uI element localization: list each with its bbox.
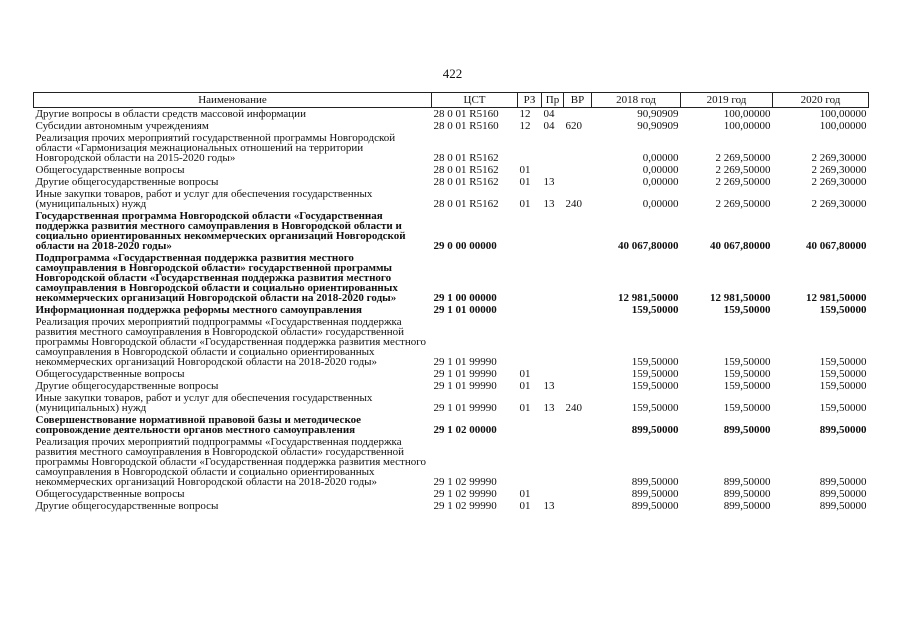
row-pr <box>542 164 564 176</box>
row-vr <box>564 488 592 500</box>
row-rz <box>518 132 542 164</box>
row-2019: 159,50000 <box>723 304 771 316</box>
row-name: Иные закупки товаров, работ и услуг для обеспечения государственных (муниципальных) нужд <box>35 188 373 210</box>
row-2018: 159,50000 <box>631 304 679 316</box>
table-row <box>34 176 869 188</box>
row-2020: 159,50000 <box>819 380 867 392</box>
row-rz: 01 <box>519 198 531 210</box>
row-rz: 01 <box>519 402 531 414</box>
row-2020: 899,50000 <box>819 476 867 488</box>
row-cst: 28 0 01 R5160 <box>433 120 499 132</box>
table-row <box>34 188 869 210</box>
row-cst: 29 1 01 00000 <box>433 304 497 316</box>
row-cst: 29 0 00 00000 <box>433 240 497 252</box>
row-rz: 01 <box>519 380 531 392</box>
budget-table <box>33 92 869 512</box>
row-2019: 899,50000 <box>723 424 771 436</box>
row-2020: 159,50000 <box>819 304 867 316</box>
row-name: Другие общегосударственные вопросы <box>35 500 219 512</box>
row-cst: 28 0 01 R5160 <box>433 108 499 120</box>
table-body <box>34 108 869 513</box>
row-cst: 28 0 01 R5162 <box>433 164 499 176</box>
row-vr <box>564 436 592 488</box>
table-row <box>34 316 869 368</box>
row-pr <box>542 304 564 316</box>
row-cst: 28 0 01 R5162 <box>433 152 499 164</box>
row-name: Общегосударственные вопросы <box>35 368 185 380</box>
row-2020: 899,50000 <box>819 424 867 436</box>
row-2020: 899,50000 <box>819 500 867 512</box>
row-2020: 2 269,30000 <box>811 164 867 176</box>
row-rz: 12 <box>519 108 531 120</box>
header-pr: Пр <box>542 93 564 108</box>
row-vr <box>564 368 592 380</box>
row-cst: 29 1 02 00000 <box>433 424 497 436</box>
table-row <box>34 368 869 380</box>
table-row <box>34 304 869 316</box>
row-2018: 90,90909 <box>637 120 679 132</box>
row-pr: 13 <box>543 198 555 210</box>
row-cst: 29 1 01 99990 <box>433 402 497 414</box>
row-2018: 159,50000 <box>631 402 679 414</box>
row-2018: 899,50000 <box>631 488 679 500</box>
header-2019: 2019 год <box>681 93 773 108</box>
row-2018: 12 981,50000 <box>618 292 679 304</box>
row-vr: 620 <box>565 120 582 132</box>
row-rz <box>518 414 542 436</box>
row-pr: 13 <box>543 500 555 512</box>
row-2020: 159,50000 <box>819 402 867 414</box>
row-2020: 2 269,30000 <box>811 176 867 188</box>
row-2018: 0,00000 <box>642 198 679 210</box>
row-pr: 13 <box>543 402 555 414</box>
row-pr <box>542 414 564 436</box>
row-rz: 12 <box>519 120 531 132</box>
table-row <box>34 500 869 512</box>
row-2019: 899,50000 <box>723 488 771 500</box>
page-number: 422 <box>442 66 463 81</box>
row-pr: 04 <box>543 108 555 120</box>
row-2019: 40 067,80000 <box>710 240 771 252</box>
row-rz <box>518 210 542 252</box>
row-name: Иные закупки товаров, работ и услуг для обеспечения государственных (муниципальных) нужд <box>35 392 373 414</box>
row-2019: 159,50000 <box>723 402 771 414</box>
row-name: Другие общегосударственные вопросы <box>35 380 219 392</box>
row-name: Государственная программа Новгородской области «Государственная поддержка развития местного самоуправления в Новгородской области и социально ориентированных некоммерческих организаций Новгородской области на 2018-2020 годы» <box>35 210 406 252</box>
row-2019: 159,50000 <box>723 368 771 380</box>
row-cst: 29 1 00 00000 <box>433 292 497 304</box>
row-name: Реализация прочих мероприятий подпрограммы «Государственная поддержка развития местного самоуправления в Новгородской области» государственной программы Новгородской области «Государственная поддержка развития местного самоуправления в Новгородской области и социально ориентированных некоммерческих организаций Новгородской области на 2018-2020 годы» <box>35 316 426 368</box>
row-rz: 01 <box>519 368 531 380</box>
row-cst: 29 1 01 99990 <box>433 356 497 368</box>
row-name: Субсидии автономным учреждениям <box>35 120 209 132</box>
row-2019: 2 269,50000 <box>715 164 771 176</box>
row-vr: 240 <box>565 198 582 210</box>
row-pr <box>542 368 564 380</box>
table-row <box>34 108 869 121</box>
row-rz <box>518 316 542 368</box>
row-vr: 240 <box>565 402 582 414</box>
row-2019: 100,00000 <box>723 120 771 132</box>
row-2018: 159,50000 <box>631 368 679 380</box>
row-2019: 12 981,50000 <box>710 292 771 304</box>
row-pr <box>542 210 564 252</box>
row-vr <box>564 164 592 176</box>
row-2018: 0,00000 <box>642 164 679 176</box>
row-2019: 2 269,50000 <box>715 152 771 164</box>
row-2020: 159,50000 <box>819 356 867 368</box>
row-2019: 159,50000 <box>723 380 771 392</box>
row-2020: 2 269,30000 <box>811 198 867 210</box>
table-row <box>34 488 869 500</box>
row-2018: 40 067,80000 <box>618 240 679 252</box>
row-2018: 159,50000 <box>631 380 679 392</box>
row-2019: 159,50000 <box>723 356 771 368</box>
row-vr <box>564 500 592 512</box>
header-2018: 2018 год <box>592 93 681 108</box>
row-pr <box>542 252 564 304</box>
header-name: Наименование <box>34 93 432 108</box>
row-name: Подпрограмма «Государственная поддержка развития местного самоуправления в Новгородской области» государственной программы Новгородской области «Государственная поддержка развития местного самоуправления в Новгородской области и социально ориентированных некоммерческих организаций Новгородской области на 2018-2020 годы» <box>35 252 398 304</box>
row-rz: 01 <box>519 164 531 176</box>
row-2019: 899,50000 <box>723 476 771 488</box>
row-rz <box>518 252 542 304</box>
row-name: Другие вопросы в области средств массовой информации <box>35 108 306 120</box>
row-rz: 01 <box>519 488 531 500</box>
row-rz: 01 <box>519 500 531 512</box>
row-vr <box>564 380 592 392</box>
row-2019: 899,50000 <box>723 500 771 512</box>
header-2020: 2020 год <box>773 93 869 108</box>
row-vr <box>564 210 592 252</box>
row-2020: 12 981,50000 <box>806 292 867 304</box>
row-2018: 159,50000 <box>631 356 679 368</box>
row-pr <box>542 436 564 488</box>
row-name: Общегосударственные вопросы <box>35 488 185 500</box>
row-2020: 159,50000 <box>819 368 867 380</box>
row-vr <box>564 316 592 368</box>
row-2018: 0,00000 <box>642 152 679 164</box>
row-name: Другие общегосударственные вопросы <box>35 176 219 188</box>
table-row <box>34 380 869 392</box>
table-row <box>34 436 869 488</box>
row-vr <box>564 176 592 188</box>
row-2018: 90,90909 <box>637 108 679 120</box>
row-2020: 2 269,30000 <box>811 152 867 164</box>
row-pr: 13 <box>543 176 555 188</box>
row-pr: 13 <box>543 380 555 392</box>
row-rz <box>518 436 542 488</box>
row-rz <box>518 304 542 316</box>
table-row <box>34 252 869 304</box>
row-cst: 28 0 01 R5162 <box>433 176 499 188</box>
row-cst: 29 1 02 99990 <box>433 500 497 512</box>
header-vr: ВР <box>564 93 592 108</box>
row-pr <box>542 488 564 500</box>
row-2019: 2 269,50000 <box>715 176 771 188</box>
row-2020: 40 067,80000 <box>806 240 867 252</box>
row-vr <box>564 252 592 304</box>
row-2019: 100,00000 <box>723 108 771 120</box>
header-rz: РЗ <box>518 93 542 108</box>
table-row <box>34 210 869 252</box>
row-name: Совершенствование нормативной правовой базы и методическое сопровождение деятельности органов местного самоуправления <box>35 414 362 436</box>
row-2020: 100,00000 <box>819 120 867 132</box>
row-2018: 899,50000 <box>631 500 679 512</box>
row-2020: 899,50000 <box>819 488 867 500</box>
row-2018: 899,50000 <box>631 476 679 488</box>
row-name: Реализация прочих мероприятий подпрограммы «Государственная поддержка развития местного самоуправления в Новгородской области» государственной программы Новгородской области «Государственная поддержка развития местного самоуправления в Новгородской области и социально ориентированных некоммерческих организаций Новгородской области на 2018-2020 годы» <box>35 436 426 488</box>
header-cst: ЦСТ <box>432 93 518 108</box>
table-row <box>34 164 869 176</box>
row-name: Реализация прочих мероприятий государственной программы Новгородской области «Гармонизация межнациональных отношений на территории Новгородской области на 2015-2020 годы» <box>35 132 396 164</box>
row-vr <box>564 304 592 316</box>
table-row <box>34 392 869 414</box>
row-name: Информационная поддержка реформы местного самоуправления <box>35 304 362 316</box>
table-row <box>34 414 869 436</box>
row-cst: 29 1 02 99990 <box>433 476 497 488</box>
row-vr <box>564 108 592 121</box>
row-vr <box>564 132 592 164</box>
row-pr: 04 <box>543 120 555 132</box>
table-row <box>34 132 869 164</box>
row-2018: 899,50000 <box>631 424 679 436</box>
row-pr <box>542 316 564 368</box>
row-cst: 29 1 01 99990 <box>433 380 497 392</box>
row-cst: 29 1 02 99990 <box>433 488 497 500</box>
row-rz: 01 <box>519 176 531 188</box>
table-row <box>34 120 869 132</box>
row-2018: 0,00000 <box>642 176 679 188</box>
row-cst: 29 1 01 99990 <box>433 368 497 380</box>
row-vr <box>564 414 592 436</box>
row-2019: 2 269,50000 <box>715 198 771 210</box>
row-pr <box>542 132 564 164</box>
row-name: Общегосударственные вопросы <box>35 164 185 176</box>
row-2020: 100,00000 <box>819 108 867 120</box>
row-cst: 28 0 01 R5162 <box>433 198 499 210</box>
table-header-row <box>34 93 869 108</box>
